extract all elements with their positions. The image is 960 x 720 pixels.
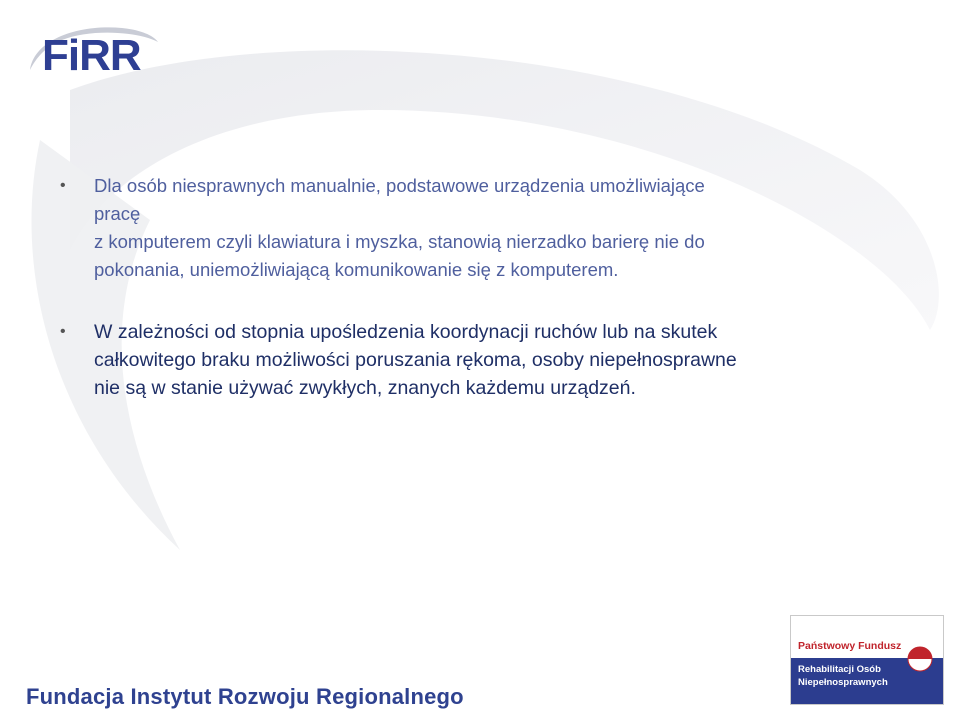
bullet-1-line-1: Dla osób niesprawnych manualnie, podstawowe urządzenia umożliwiające [94,175,705,196]
bullet-list [60,172,910,402]
bullet-2-line-1: W zależności od stopnia upośledzenia koordynacji ruchów lub na skutek [94,321,718,343]
bullet-1-line-2: pracę [94,203,141,224]
logo-text: FiRR [42,31,141,80]
bullet-1-line-4: pokonania, uniemożliwiającą komunikowanie się z komputerem. [94,259,619,280]
bullet-item-1 [60,172,910,284]
pfron-logo [790,615,944,705]
firr-logo [22,18,162,84]
pfron-line-3: Niepełnosprawnych [798,677,888,688]
bullet-1-line-3: z komputerem czyli klawiatura i myszka, stanowią nierzadko barierę nie do [94,231,705,252]
organization-name: Fundacja Instytut Rozwoju Regionalnego [26,684,464,709]
pfron-circle-icon [907,646,933,672]
bullet-marker: • [60,323,66,340]
bullet-item-2 [60,318,910,402]
bullet-marker: • [60,177,66,194]
pfron-line-2: Rehabilitacji Osób [798,664,881,675]
bullet-2-line-3: nie są w stanie używać zwykłych, znanych każdemu urządzeń. [94,377,636,399]
pfron-line-1: Państwowy Fundusz [798,640,902,652]
bullet-2-line-2: całkowitego braku możliwości poruszania rękoma, osoby niepełnosprawne [94,349,737,371]
